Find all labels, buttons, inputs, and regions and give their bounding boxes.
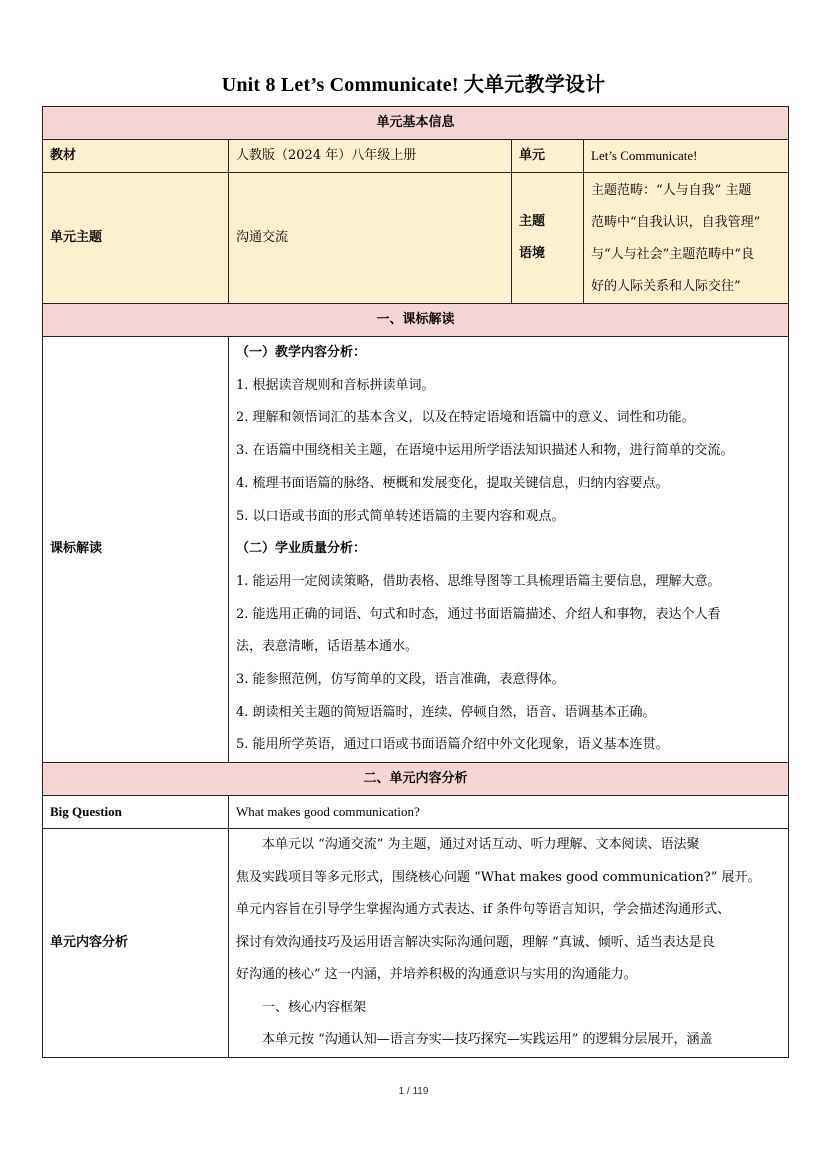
subheading-quality-analysis: （二）学业质量分析： <box>236 541 367 557</box>
list-item: 5. 以口语或书面的形式简单转述语篇的主要内容和观点。 <box>236 508 565 524</box>
list-item: 5. 能用所学英语，通过口语或书面语篇介绍中外文化现象，语义基本连贯。 <box>236 737 669 753</box>
context-line: 范畴中“自我认识，自我管理” <box>591 214 761 230</box>
document-title: Unit 8 Let’s Communicate! 大单元教学设计 <box>221 74 606 96</box>
list-item: 1. 能运用一定阅读策略，借助表格、思维导图等工具梳理语篇主要信息，理解大意。 <box>236 573 721 589</box>
unit-design-table <box>42 106 789 1058</box>
context-line: 与“人与社会”主题范畴中“良 <box>591 246 754 262</box>
paragraph-line: 好沟通的核心” 这一内涵，并培养积极的沟通意识与实用的沟通能力。 <box>236 967 637 983</box>
context-line: 好的人际关系和人际交往” <box>591 278 741 294</box>
page-number: 1 / 119 <box>398 1086 429 1097</box>
section2-header: 二、单元内容分析 <box>43 763 789 796</box>
section1-header: 一、课标解读 <box>43 304 789 337</box>
list-item: 3. 在语篇中围绕相关主题，在语境中运用所学语法知识描述人和物，进行简单的交流。 <box>236 443 734 459</box>
context-label <box>512 173 584 304</box>
paragraph-line: 探讨有效沟通技巧及运用语言解决实际沟通问题，理解 “真诚、倾听、适当表达是良 <box>236 934 715 950</box>
list-item: 2. 能选用正确的词语、句式和时态，通过书面语篇描述、介绍人和事物，表达个人看 <box>236 606 721 622</box>
context-label-line: 语境 <box>519 246 546 261</box>
context-line: 主题范畴：“人与自我” 主题 <box>591 182 752 198</box>
list-item: 2. 理解和领悟词汇的基本含义，以及在特定语境和语篇中的意义、词性和功能。 <box>236 410 695 426</box>
unit-analysis-label: 单元内容分析 <box>43 829 229 1058</box>
list-item: 4. 朗读相关主题的简短语篇时，连续、停顿自然，语音、语调基本正确。 <box>236 704 656 720</box>
list-item: 4. 梳理书面语篇的脉络、梗概和发展变化，提取关键信息，归纳内容要点。 <box>236 475 669 491</box>
subheading-content-analysis: （一）教学内容分析： <box>236 345 367 360</box>
big-question-label: Big Question <box>43 796 229 829</box>
unit-analysis-content <box>229 829 789 1058</box>
textbook-value: 人教版（2024 年）八年级上册 <box>229 140 512 173</box>
curriculum-content <box>229 337 789 763</box>
unit-value: Let’s Communicate! <box>584 140 789 173</box>
paragraph-line: 焦及实践项目等多元形式，围绕核心问题 “What makes good communication?” 展开。 <box>236 869 761 885</box>
context-value <box>584 173 789 304</box>
big-question-value: What makes good communication? <box>229 796 789 829</box>
theme-value: 沟通交流 <box>229 173 512 304</box>
paragraph-line: 本单元按 “沟通认知—语言夯实—技巧探究—实践运用” 的逻辑分层展开，涵盖 <box>262 1032 713 1048</box>
context-label-line: 主题 <box>519 214 546 229</box>
core-content-heading: 一、核心内容框架 <box>262 999 367 1015</box>
basic-info-header: 单元基本信息 <box>43 107 789 140</box>
unit-label: 单元 <box>512 140 584 173</box>
paragraph-line: 本单元以 “沟通交流” 为主题，通过对话互动、听力理解、文本阅读、语法聚 <box>262 837 700 853</box>
paragraph-line: 单元内容旨在引导学生掌握沟通方式表达、if 条件句等语言知识，学会描述沟通形式、 <box>236 902 731 918</box>
theme-label: 单元主题 <box>43 173 229 304</box>
list-item: 1. 根据读音规则和音标拼读单词。 <box>236 377 435 393</box>
list-item: 法，表意清晰，话语基本通水。 <box>236 639 419 655</box>
curriculum-label: 课标解读 <box>43 337 229 763</box>
list-item: 3. 能参照范例，仿写简单的文段，语言准确，表意得体。 <box>236 672 565 688</box>
textbook-label: 教材 <box>43 140 229 173</box>
